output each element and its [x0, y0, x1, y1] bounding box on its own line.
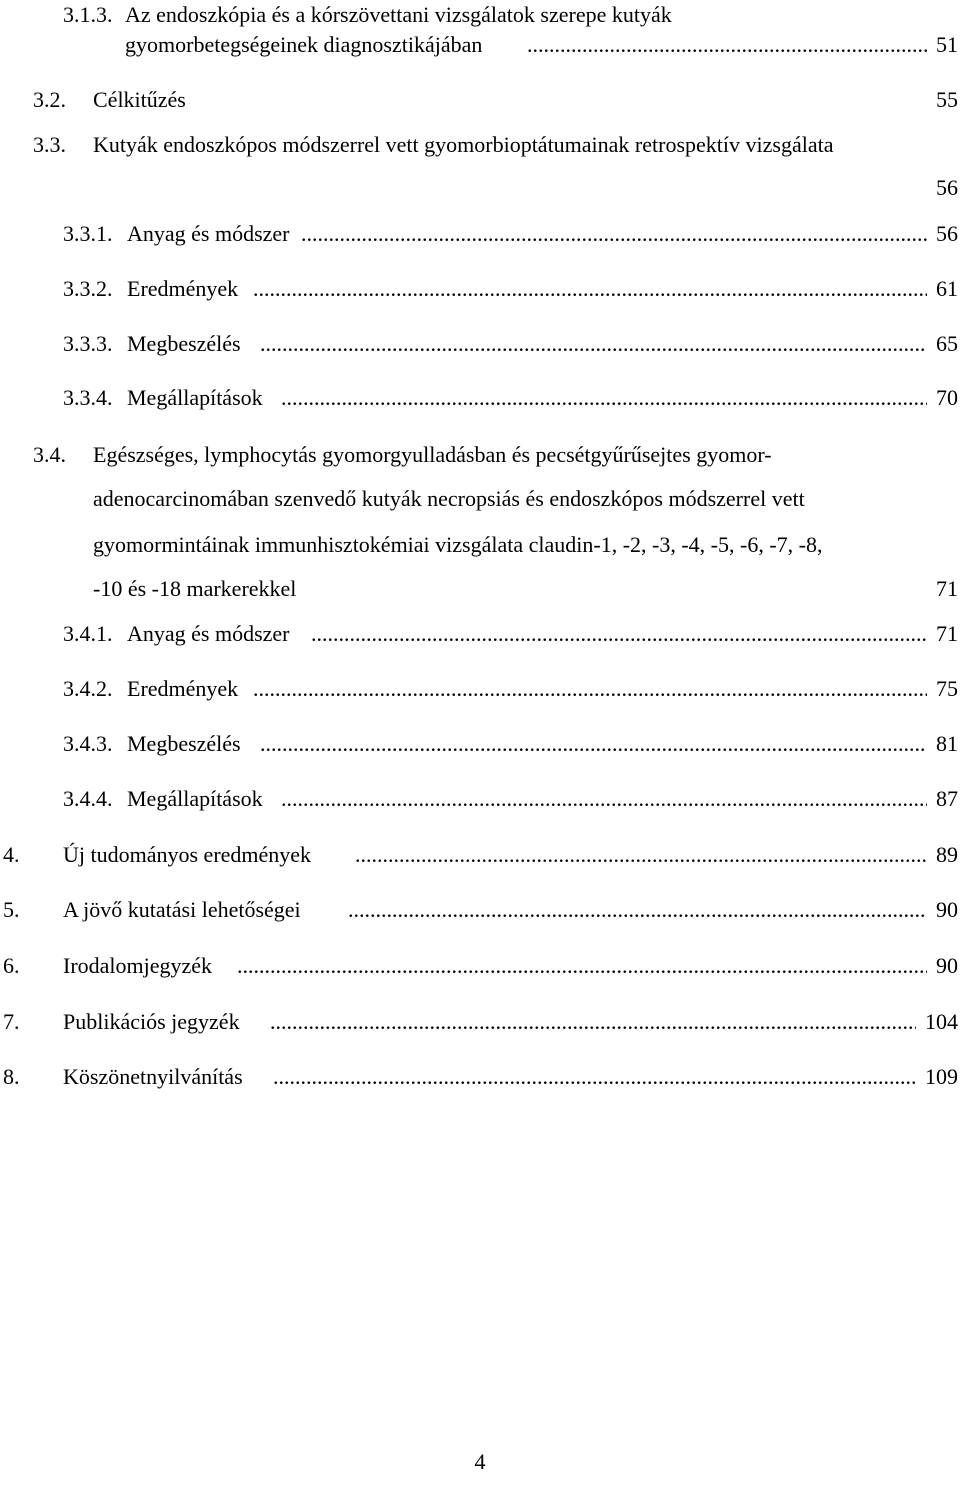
toc-number: 3.3.: [33, 132, 66, 157]
toc-leader-dots: [237, 951, 927, 981]
toc-entry-3-4-3[interactable]: [0, 729, 960, 759]
toc-title-continuation: gyomormintáinak immunhisztokémiai vizsgálata claudin-1, -2, -3, -4, -5, -6, -7, -8,: [93, 532, 823, 557]
toc-title: Megbeszélés: [127, 331, 241, 356]
toc-leader-dots: [253, 274, 927, 304]
toc-entry-3-3[interactable]: [0, 130, 960, 160]
toc-number: 3.4.3.: [63, 731, 113, 756]
toc-page-number: 71: [936, 576, 958, 601]
toc-title: Anyag és módszer: [127, 221, 290, 246]
toc-title: A jövő kutatási lehetőségei: [63, 897, 301, 922]
toc-title-continuation: adenocarcinomában szenvedő kutyák necropsiás és endoszkópos módszerrel vett: [93, 486, 805, 511]
toc-page-number: 71: [936, 621, 958, 646]
toc-title: Az endoszkópia és a kórszövettani vizsgálatok szerepe kutyák: [125, 2, 672, 27]
toc-entry-8[interactable]: [0, 1062, 960, 1092]
toc-entry-3-3-2[interactable]: [0, 274, 960, 304]
toc-entry-7[interactable]: [0, 1007, 960, 1037]
toc-page-number: 81: [936, 731, 958, 756]
toc-entry-6[interactable]: [0, 951, 960, 981]
toc-leader-dots: [355, 840, 927, 870]
toc-number: 3.3.4.: [63, 385, 113, 410]
toc-entry-3-4-last[interactable]: [0, 574, 960, 604]
toc-title: Irodalomjegyzék: [63, 953, 213, 978]
toc-page-number: 87: [936, 786, 958, 811]
toc-title: Megállapítások: [127, 385, 263, 410]
toc-entry-3-4-1[interactable]: [0, 619, 960, 649]
toc-title: Célkitűzés: [93, 87, 186, 112]
toc-title: Új tudományos eredmények: [63, 842, 312, 867]
toc-leader-dots: [527, 30, 927, 60]
toc-page-number: 90: [936, 897, 958, 922]
toc-title: Egészséges, lymphocytás gyomorgyulladásban és pecsétgyűrűsejtes gyomor-: [93, 442, 772, 467]
toc-leader-dots: [260, 729, 927, 759]
toc-leader-dots: [281, 784, 927, 814]
toc-number: 3.4.4.: [63, 786, 113, 811]
toc-title: Eredmények: [127, 276, 239, 301]
toc-page-number: 56: [936, 221, 958, 246]
toc-entry-3-1-3-cont[interactable]: [0, 30, 960, 60]
toc-number: 5.: [3, 897, 20, 922]
toc-number: 4.: [3, 842, 20, 867]
toc-title: Megbeszélés: [127, 731, 241, 756]
toc-page-number: 51: [936, 32, 958, 57]
toc-page-number: 70: [936, 385, 958, 410]
toc-leader-dots: [311, 619, 927, 649]
toc-entry-3-3-1[interactable]: [0, 219, 960, 249]
toc-entry-3-3-page: [0, 173, 960, 203]
toc-leader-dots: [281, 383, 927, 413]
toc-number: 3.4.: [33, 442, 66, 467]
toc-number: 8.: [3, 1064, 20, 1089]
toc-entry-3-3-3[interactable]: [0, 329, 960, 359]
toc-entry-3-4[interactable]: [0, 440, 960, 470]
toc-leader-dots: [270, 1007, 916, 1037]
toc-number: 3.3.2.: [63, 276, 113, 301]
toc-title-continuation: -10 és -18 markerekkel: [93, 576, 297, 601]
toc-entry-3-2[interactable]: [0, 85, 960, 115]
toc-number: 3.4.1.: [63, 621, 113, 646]
toc-page-number: 65: [936, 331, 958, 356]
toc-title: Megállapítások: [127, 786, 263, 811]
toc-leader-dots: [273, 1062, 916, 1092]
toc-entry-3-4-4[interactable]: [0, 784, 960, 814]
toc-leader-dots: [260, 329, 927, 359]
toc-page-number: 104: [925, 1009, 958, 1034]
toc-number: 3.3.1.: [63, 221, 113, 246]
toc-number: 3.3.3.: [63, 331, 113, 356]
toc-number: 3.2.: [33, 87, 66, 112]
toc-leader-dots: [253, 674, 927, 704]
toc-number: 3.1.3.: [63, 2, 113, 27]
toc-title: Köszönetnyilvánítás: [63, 1064, 243, 1089]
footer-page-number: 4: [474, 1449, 486, 1474]
toc-leader-dots: [348, 895, 927, 925]
toc-leader-dots: [301, 219, 927, 249]
toc-title: Publikációs jegyzék: [63, 1009, 240, 1034]
toc-page-number: 90: [936, 953, 958, 978]
toc-page-number: 55: [936, 87, 958, 112]
toc-number: 7.: [3, 1009, 20, 1034]
toc-page-number: 75: [936, 676, 958, 701]
toc-entry-4[interactable]: [0, 840, 960, 870]
toc-title: Kutyák endoszkópos módszerrel vett gyomorbioptátumainak retrospektív vizsgálata: [93, 132, 834, 157]
toc-number: 6.: [3, 953, 20, 978]
toc-number: 3.4.2.: [63, 676, 113, 701]
toc-entry-5[interactable]: [0, 895, 960, 925]
toc-page-number: 109: [925, 1064, 958, 1089]
toc-title-continuation: gyomorbetegségeinek diagnosztikájában: [125, 32, 483, 57]
toc-page-number: 89: [936, 842, 958, 867]
toc-title: Anyag és módszer: [127, 621, 290, 646]
toc-entry-3-4-2[interactable]: [0, 674, 960, 704]
toc-entry-3-1-3[interactable]: [0, 0, 960, 30]
toc-page-number: 61: [936, 276, 958, 301]
toc-entry-3-3-4[interactable]: [0, 383, 960, 413]
toc-page-number: 56: [936, 175, 958, 200]
toc-title: Eredmények: [127, 676, 239, 701]
